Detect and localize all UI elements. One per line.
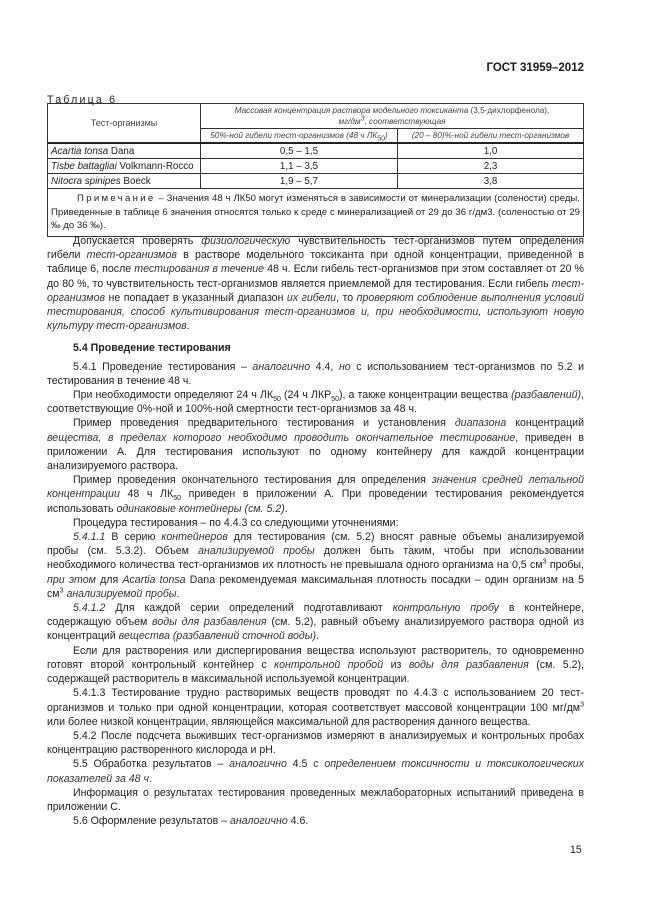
note-text: – Значения 48 ч ЛК50 могут изменяться в зависимости от минерализации (солености) среды. Приведенные в таблице 6 значения относятся только к среде с минерализацией от 29 до 36 г/дм3. (соленостью от 29 ‰ до 36 ‰). (51, 193, 580, 232)
paragraph-5-4-1: 5.4.1 Проведение тестирования – аналогично 4.4, но с использованием тест-организмов по 5.2 и тестирования в течение 48 ч. (47, 360, 584, 387)
table-note-row (48, 189, 584, 237)
organism-cell (48, 174, 201, 189)
section-heading-5-4: 5.4 Проведение тестирования (73, 342, 231, 355)
table-row (48, 174, 584, 189)
species-name: Nitocra spinipes (51, 175, 121, 187)
header-text: ) (385, 131, 388, 140)
paragraph-5-6: 5.6 Оформление результатов – аналогично 4.6. (73, 815, 309, 828)
species-author: Volkmann-Rocco (116, 160, 194, 172)
lc50-cell: 0,5 – 1,5 (201, 143, 398, 159)
header-text: (3,5-дихлорфенола), (468, 106, 550, 115)
range-cell: 3,8 (398, 174, 584, 189)
table-row (48, 143, 584, 159)
paragraph-5-4-1-1: 5.4.1.1 В серию контейнеров для тестирования (см. 5.2) вносят равные объемы анализируемой пробы (см. 5.3.2). Объем анализируемой пробы должен быть таким, чтобы при использовании необходимого количества тест-организмов их плотность не превышала одного организма на 0,5 $см^3$ пробы, при этом для Acartia tonsa Dana рекомендуемая максимальная плотность посадки – один организм на 5 $см^3$ анализируемой пробы. (47, 531, 584, 600)
header-mass-concentration (201, 104, 584, 129)
table-6 (47, 103, 584, 237)
range-cell: 2,3 (398, 159, 584, 174)
table-header-row (48, 104, 584, 129)
note-label: Примечание (77, 193, 156, 204)
paragraph-5-4-2: 5.4.2 После подсчета выживших тест-организмов измеряют в анализируемых и контрольных пробах концентрацию растворенного кислорода и pH. (47, 729, 584, 757)
table-note (48, 189, 584, 237)
paragraph: Допускается проверять физиологическую чувствительность тест-организмов путем определения гибели тест-организмов в растворе модельного токсиканта при одной концентрации, приведенной в таблице 6, после тестирования в течение 48 ч. Если гибель тест-организмов при этом составляет от 20 % до 80 %, то чувствительность тест-организмов является приемлемой для тестирования. Если гибель тест-организмов не попадает в указанный диапазон их гибели, то проверяют соблюдение выполнения условий тестирования, способ культивирования тест-организмов и, при необходимости, используют новую культуру тест-организмов. (47, 235, 584, 333)
header-sup: 3 (360, 115, 365, 123)
species-name: Acartia tonsa (51, 145, 109, 157)
table-caption: Таблица 6 (47, 94, 118, 106)
header-text: мг/дм (338, 117, 361, 126)
organism-cell (48, 159, 201, 174)
paragraph: Пример проведения предварительного тестирования и установления диапазона концентраций вещества, в пределах которого необходимо проводить окончательное тестирование, приведен в приложении А. Для тестирования используют по одному контейнеру для каждой концентрации анализируемого раствора. (47, 417, 584, 473)
paragraph-5-5: 5.5 Обработка результатов – аналогично 4.5 с определением токсичности и токсикологических показателей за 48 ч. (47, 758, 584, 785)
body-text (47, 234, 584, 828)
page-number: 15 (570, 844, 582, 856)
header-lc50 (201, 129, 398, 144)
species-name: Tisbe battagliai (51, 160, 117, 172)
header-text: 50%-ной гибели тест-организмов (48 ч ЛК (210, 131, 378, 140)
header-sub: 50 (377, 135, 386, 143)
table-row (48, 159, 584, 174)
paragraph: При необходимости определяют 24 ч $ЛК_{50}$ (24 ч $ЛКР_{50}$), а также концентрации вещества (разбавлений), соответствующие 0%-ной и 100%-ной смертности тест-организмов за 48 ч. (47, 389, 584, 416)
lc50-cell: 1,9 – 5,7 (201, 174, 398, 189)
paragraph: Информация о результатах тестирования проведенных межлабораторных испытаниий приведена в приложении С. (47, 786, 584, 813)
header-range: (20 – 80)%-ной гибели тест-организмов (398, 129, 584, 144)
species-author: Boeck (120, 175, 151, 187)
header-text: Массовая концентрация раствора модельного токсиканта (234, 106, 469, 115)
organism-cell (48, 143, 201, 159)
header-text: , соответствующая (364, 117, 446, 126)
paragraph-5-4-1-2: 5.4.1.2 Для каждой серии определений подготавливают контрольную пробу в контейнере, содержащую объем воды для разбавления (см. 5.2), равный объему анализируемого раствора одной из концентраций вещества (разбавлений сточной воды). (47, 602, 584, 643)
paragraph: Пример проведения окончательного тестирования для определения значения средней летальной концентрации 48 ч $ЛК_{50}$ приведен в приложении А. При проведении тестирования рекомендуется использовать одинаковые контейнеры (см. 5.2). (47, 474, 584, 515)
paragraph: Процедура тестирования – по 4.4.3 со следующими уточнениями: (73, 516, 399, 529)
paragraph: Если для растворения или диспергирования вещества используют растворитель, то одновременно готовят второй контрольный контейнер с контрольной пробой из воды для разбавления (см. 5.2), содержащей растворитель в максимальной используемой концентрации. (47, 644, 584, 686)
paragraph-5-4-1-3: 5.4.1.3 Тестирование трудно растворимых веществ проводят по 4.4.3 с использованием 20 тест-организмов и только при одной концентрации, которая соответствует массовой концентрации 100 $мг/дм^3$ или более низкой концентрации, являющейся максимальной для растворения данного вещества. (47, 687, 584, 728)
range-cell: 1,0 (398, 143, 584, 159)
standard-code: ГОСТ 31959–2012 (486, 62, 584, 74)
lc50-cell: 1,1 – 3,5 (201, 159, 398, 174)
header-test-organisms: Тест-организмы (48, 104, 201, 144)
species-author: Dana (108, 145, 135, 157)
